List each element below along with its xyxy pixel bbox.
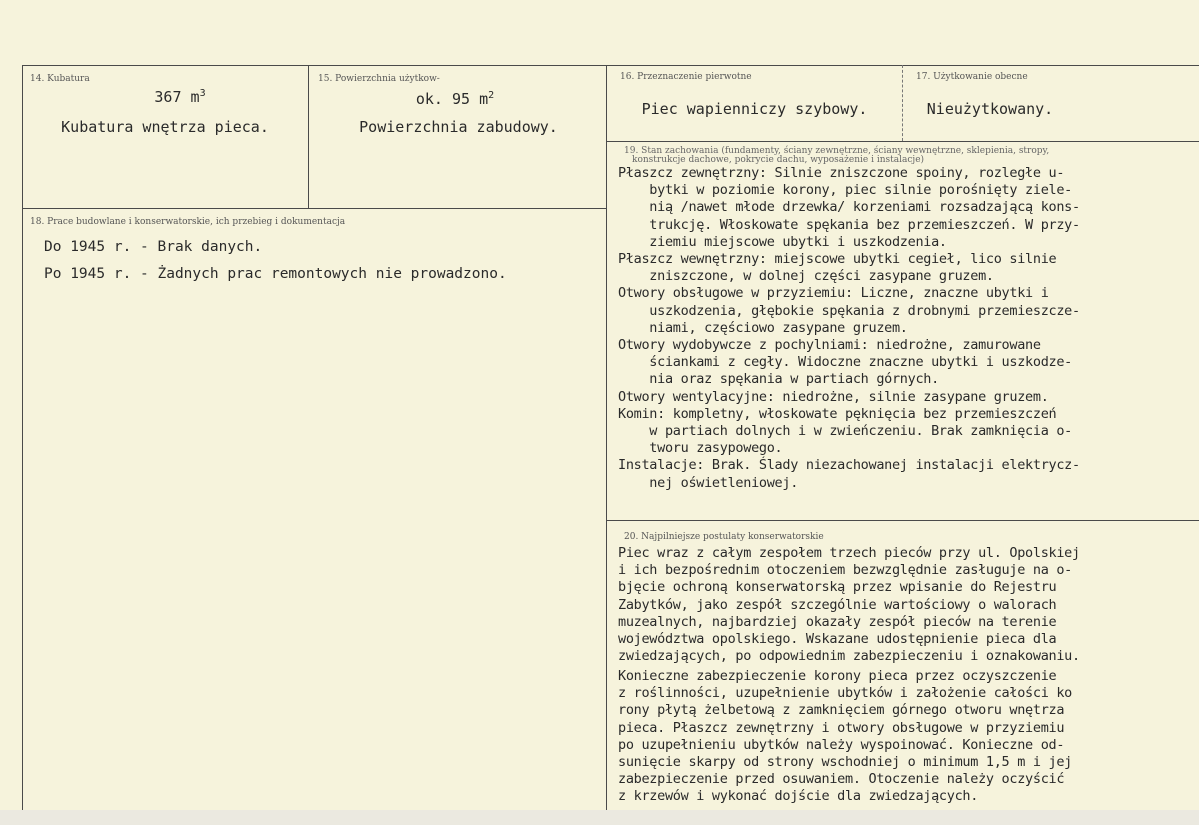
field-15-label: 15. Powierzchnia użytkow- (318, 74, 440, 84)
field-14-unit-exponent: 3 (199, 88, 206, 99)
left-border (22, 65, 23, 810)
field-18-label: 18. Prace budowlane i konserwatorskie, ich przebieg i dokumentacja (30, 217, 346, 227)
field-19-label-line-1: 19. Stan zachowania (fundamenty, ściany zewnętrzne, ściany wewnętrzne, sklepienia, stropy, (624, 146, 1050, 156)
field-15-caption: Powierzchnia zabudowy. (359, 118, 558, 136)
field-16-label: 16. Przeznaczenie pierwotne (620, 72, 752, 82)
field-14-caption: Kubatura wnętrza pieca. (61, 118, 269, 136)
field-15-value (380, 90, 530, 108)
center-divider (606, 65, 607, 810)
field-14-label: 14. Kubatura (30, 74, 90, 84)
mid-rule-left (22, 208, 606, 209)
field-15-number: ok. 95 m (415, 90, 489, 108)
field-19-text: Płaszcz zewnętrzny: Silnie zniszczone spoiny, rozległe u- bytki w poziomie korony, piec silnie porośnięty ziele- nią /nawet młode drzewka/ korzeniami rozsadzającą kons- trukcję. Włoskowate spękania bez przemieszczeń. W przy- ziemiu miejscowe ubytki i uszkodzenia. Płaszcz wewnętrzny: miejscowe ubytki cegieł, lico silnie zniszczone, w dolnej części zasypane gruzem. Otwory obsługowe w przyziemiu: Liczne, znaczne ubytki i uszkodzenia, głębokie spękania z drobnymi przemieszcze- niami, częściowo zasypane gruzem. Otwory wydobywcze z pochylniami: niedrożne, zamurowane ściankami z cegły. Widoczne znaczne ubytki i uszkodze- nia oraz spękania w partiach górnych. Otwory wentylacyjne: niedrożne, silnie zasypane gruzem. Komin: kompletny, włoskowate pęknięcia bez przemieszczeń w partiach dolnych i w zwieńczeniu. Brak zamknięcia o- tworu zasypowego. Instalacje: Brak. Ślady niezachowanej instalacji elektrycz- nej oświetleniowej. (618, 165, 1080, 491)
col-divider-14-15 (308, 65, 309, 208)
top-rule (22, 65, 1199, 66)
col-divider-16-17 (902, 65, 903, 141)
field-18-line-2: Po 1945 r. - Żadnych prac remontowych nie prowadzono. (44, 266, 507, 282)
page-edge (0, 810, 1199, 825)
field-20-paragraph-2: Konieczne zabezpieczenie korony pieca przez oczyszczenie z roślinności, uzupełnienie ubytków i założenie całości ko rony płytą żelbetową z zamknięciem górnego otworu wnętrza pieca. Płaszcz zewnętrzny i otwory obsługowe w przyziemiu po uzupełnieniu ubytków należy wyspoinować. Konieczne od- sunięcie skarpy od strony wschodniej o minimum 1,5 m i jej zabezpieczenie przed osuwaniem. Otoczenie należy oczyścić z krzewów i wykonać dojście dla zwiedzających. (618, 668, 1073, 805)
field-16-value: Piec wapienniczy szybowy. (641, 100, 868, 118)
field-14-value (120, 88, 240, 106)
field-17-value: Nieużytkowany. (926, 100, 1054, 118)
rule-right-row2 (606, 520, 1199, 521)
field-20-paragraph-1: Piec wraz z całym zespołem trzech pieców przy ul. Opolskiej i ich bezpośrednim otoczeniem bezwzględnie zasługuje na o- bjęcie ochroną konserwatorską przez wpisanie do Rejestru Zabytków, jako zespół szczególnie wartościowy o walorach muzealnych, najbardziej okazały zespół pieców na terenie województwa opolskiego. Wskazane udostępnienie pieca dla zwiedzających, po odpowiednim zabezpieczeniu i oznakowaniu. (618, 545, 1080, 665)
rule-right-row1 (606, 141, 1199, 142)
field-19-label-line-2: konstrukcje dachowe, pokrycie dachu, wyposażenie i instalacje) (632, 155, 925, 165)
field-17-label: 17. Użytkowanie obecne (916, 72, 1028, 82)
field-20-label: 20. Najpilniejsze postulaty konserwatorskie (624, 532, 824, 542)
field-15-unit-exponent: 2 (488, 90, 495, 101)
field-14-number: 367 m (154, 88, 200, 106)
field-18-line-1: Do 1945 r. - Brak danych. (44, 239, 263, 255)
